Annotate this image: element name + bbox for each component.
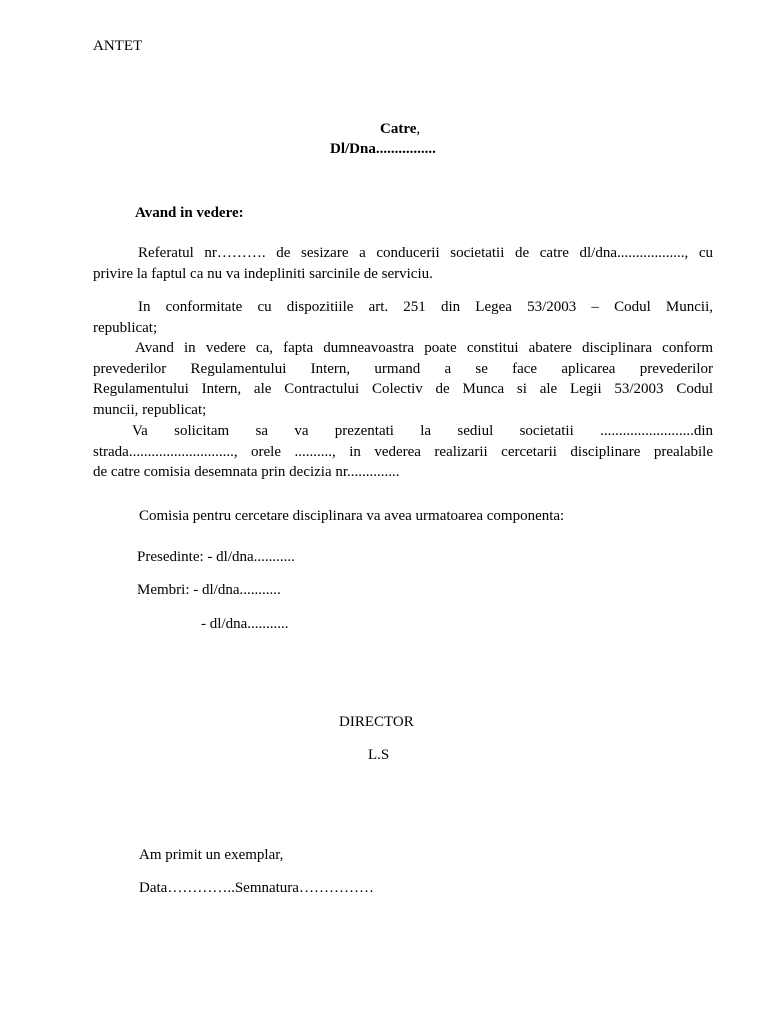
paragraph-referat — [93, 243, 713, 284]
paragraph-line: In conformitate cu dispozitiile art. 251 din Legea 53/2003 – Codul Muncii, — [138, 299, 713, 315]
paragraph-conformitate — [93, 297, 713, 338]
paragraph-line: de catre comisia desemnata prin decizia nr.............. — [93, 464, 400, 480]
paragraph-line: republicat; — [93, 319, 158, 336]
paragraph-line: muncii, republicat; — [93, 401, 207, 418]
paragraph-line: Regulamentului Intern, ale Contractului Colectiv de Munca si ale Legii 53/2003 Codul — [93, 381, 713, 397]
addressee-catre-comma: , — [416, 121, 421, 137]
addressee-catre-line — [380, 119, 420, 139]
receipt-am-primit: Am primit un exemplar, — [139, 847, 284, 863]
commission-intro: Comisia pentru cercetare disciplinara va avea urmatoarea componenta: — [139, 508, 565, 524]
addressee-dl-dna: Dl/Dna................ — [330, 141, 436, 157]
paragraph-line: prevederilor Regulamentului Intern, urmand a se face aplicarea prevederilor — [93, 360, 713, 377]
commission-membru-2: - dl/dna........... — [201, 616, 289, 632]
paragraph-solicitam — [93, 421, 713, 483]
paragraph-line: privire la faptul ca nu va indepliniti sarcinile de serviciu. — [93, 265, 433, 282]
paragraph-line: Va solicitam sa va prezentati la sediul societatii .........................din — [132, 423, 713, 439]
receipt-data-semnatura: Data…………..Semnatura…………… — [139, 880, 374, 896]
signature-ls: L.S — [368, 747, 390, 763]
intro-avand-in-vedere: Avand in vedere: — [135, 205, 244, 221]
paragraph-line: strada............................, orele .........., in vederea realizarii cercetarii disciplinare prealabile — [93, 443, 713, 460]
document-header-antet: ANTET — [93, 38, 143, 54]
signature-director: DIRECTOR — [339, 714, 414, 730]
commission-membri: Membri: - dl/dna........... — [137, 582, 281, 598]
paragraph-line: Avand in vedere ca, fapta dumneavoastra poate constitui abatere disciplinara conform — [135, 340, 713, 356]
addressee-catre: Catre — [380, 121, 417, 137]
paragraph-avand-ca — [93, 338, 713, 420]
paragraph-line: Referatul nr………. de sesizare a conducerii societatii de catre dl/dna.................., cu — [138, 245, 713, 261]
commission-presedinte: Presedinte: - dl/dna........... — [137, 549, 295, 565]
